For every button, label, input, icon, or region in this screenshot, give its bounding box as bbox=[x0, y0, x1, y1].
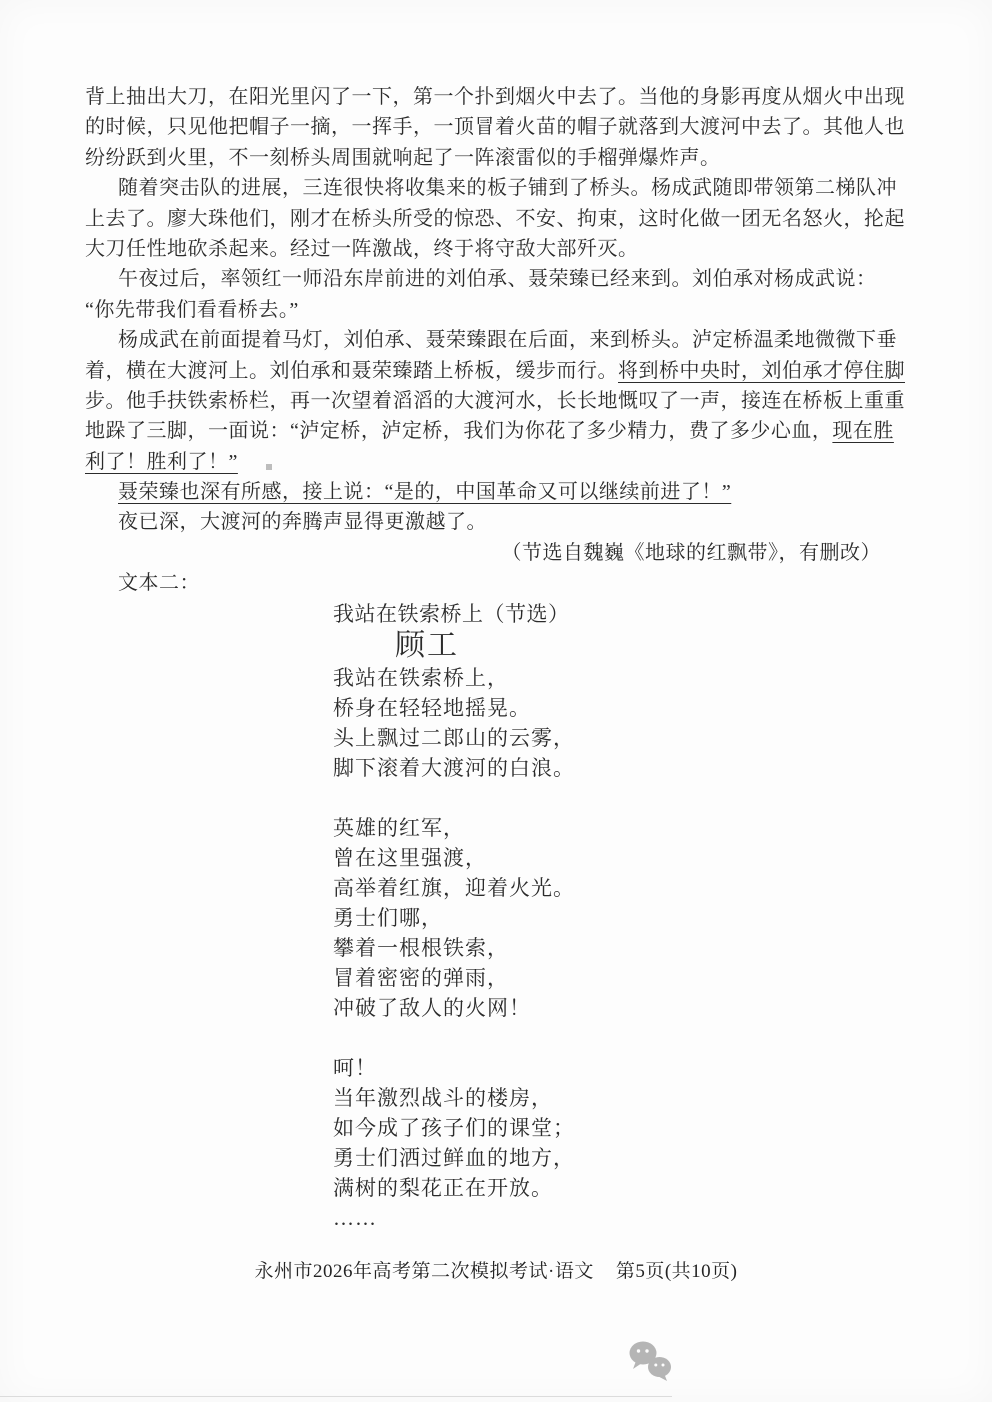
prose-line bbox=[85, 477, 907, 507]
poem-line: 头上飘过二郎山的云雾， bbox=[333, 725, 575, 750]
text-segment: 背上抽出大刀，在阳光里闪了一下，第一个扑到烟火中去了。当他的身影再度从烟火中出现 bbox=[85, 86, 905, 108]
poem-line: 冒着密密的弹雨， bbox=[333, 965, 509, 990]
poem-line: 冲破了敌人的火网！ bbox=[333, 995, 531, 1020]
prose-paragraph bbox=[85, 82, 907, 173]
prose-paragraph bbox=[85, 264, 907, 325]
prose-paragraph bbox=[85, 325, 907, 477]
poem-stanza bbox=[333, 813, 907, 1023]
prose-line bbox=[85, 447, 907, 477]
poem-line: 我站在铁索桥上， bbox=[333, 665, 509, 690]
prose-line bbox=[85, 264, 907, 294]
scan-edge-line bbox=[0, 1396, 672, 1397]
text-segment: 杨成武在前面提着马灯，刘伯承、聂荣臻跟在后面，来到桥头。泸定桥温柔地微微下垂 bbox=[118, 329, 897, 352]
wechat-icon bbox=[628, 1340, 674, 1384]
prose-line bbox=[85, 416, 907, 446]
prose-line bbox=[85, 204, 907, 234]
prose-line bbox=[85, 234, 907, 264]
prose-line bbox=[85, 173, 907, 203]
section-label-text-two: 文本二： bbox=[118, 572, 200, 595]
text-segment: “你先带我们看看桥去。” bbox=[85, 298, 299, 321]
poem-line: 曾在这里强渡， bbox=[333, 845, 487, 870]
text-segment: 午夜过后，率领红一师沿东岸前进的刘伯承、聂荣臻已经来到。刘伯承对杨成武说： bbox=[118, 268, 877, 291]
prose-paragraph bbox=[85, 507, 907, 537]
page-content bbox=[85, 82, 907, 1233]
text-segment: 地跺了三脚，一面说：“泸定桥，泸定桥，我们为你花了多少精力，费了多少心血， bbox=[85, 420, 833, 443]
poem-line: 呵！ bbox=[333, 1055, 377, 1080]
prose-line bbox=[85, 112, 907, 142]
poem-title: 我站在铁索桥上（节选） bbox=[333, 601, 570, 626]
prose-line bbox=[85, 386, 907, 416]
underlined-text: 现在胜 bbox=[832, 420, 894, 443]
poem-stanza bbox=[333, 1053, 907, 1233]
poem-line: 勇士们哪， bbox=[333, 905, 443, 930]
poem-line: …… bbox=[333, 1205, 377, 1230]
attribution-line: （节选自魏巍《地球的红飘带》，有删改） bbox=[501, 541, 881, 564]
text-segment: 步。他手扶铁索桥栏，再一次望着滔滔的大渡河水，长长地慨叹了一声，接连在桥板上重重 bbox=[85, 389, 905, 412]
poem-line: 勇士们洒过鲜血的地方， bbox=[333, 1145, 575, 1170]
page-footer bbox=[0, 1256, 992, 1283]
text-segment: 着，横在大渡河上。刘伯承和聂荣臻踏上桥板，缓步而行。 bbox=[85, 359, 618, 382]
poem-block bbox=[333, 599, 907, 1233]
text-segment: 夜已深，大渡河的奔腾声显得更激越了。 bbox=[118, 511, 487, 534]
text-segment: 的时候，只见他把帽子一摘，一挥手，一顶冒着火苗的帽子就落到大渡河中去了。其他人也 bbox=[85, 116, 905, 139]
poem-line: 桥身在轻轻地摇晃。 bbox=[333, 695, 531, 720]
poem-line: 攀着一根根铁索， bbox=[333, 935, 509, 960]
prose-line bbox=[85, 82, 907, 112]
text-segment: 随着突击队的进展，三连很快将收集来的板子铺到了桥头。杨成武随即带领第二梯队冲 bbox=[118, 177, 897, 200]
poem-author: 顾工 bbox=[395, 628, 459, 662]
prose-text-one bbox=[85, 82, 907, 538]
poem-body bbox=[333, 663, 907, 1233]
poem-line: 脚下滚着大渡河的白浪。 bbox=[333, 755, 575, 780]
underlined-text: 将到桥中央时，刘伯承才停住脚 bbox=[618, 359, 905, 382]
underlined-text: 聂荣臻也深有所感，接上说：“是的，中国革命又可以继续前进了！” bbox=[118, 481, 732, 504]
prose-line bbox=[85, 325, 907, 355]
poem-line: 高举着红旗，迎着火光。 bbox=[333, 875, 575, 900]
footer-exam-title: 永州市2026年高考第二次模拟考试·语文 bbox=[254, 1261, 594, 1282]
prose-line bbox=[85, 356, 907, 386]
prose-line bbox=[85, 295, 907, 325]
scan-artifact bbox=[266, 464, 272, 470]
prose-paragraph bbox=[85, 477, 907, 507]
text-segment: 纷纷跃到火里，不一刻桥头周围就响起了一阵滚雷似的手榴弹爆炸声。 bbox=[85, 146, 721, 169]
prose-line bbox=[85, 507, 907, 537]
text-segment: 大刀任性地砍杀起来。经过一阵激战，终于将守敌大部歼灭。 bbox=[85, 237, 639, 260]
poem-stanza bbox=[333, 663, 907, 783]
underlined-text: 利了！胜利了！” bbox=[85, 450, 238, 473]
poem-line: 当年激烈战斗的楼房， bbox=[333, 1085, 553, 1110]
poem-line: 英雄的红军， bbox=[333, 815, 465, 840]
prose-paragraph bbox=[85, 173, 907, 264]
poem-line: 满树的梨花正在开放。 bbox=[333, 1175, 553, 1200]
text-segment: 上去了。廖大珠他们，刚才在桥头所受的惊恐、不安、拘束，这时化做一团无名怒火，抡起 bbox=[85, 207, 905, 230]
poem-line: 如今成了孩子们的课堂； bbox=[333, 1115, 575, 1140]
footer-page-number: 第5页(共10页) bbox=[615, 1261, 738, 1282]
prose-line bbox=[85, 143, 907, 173]
